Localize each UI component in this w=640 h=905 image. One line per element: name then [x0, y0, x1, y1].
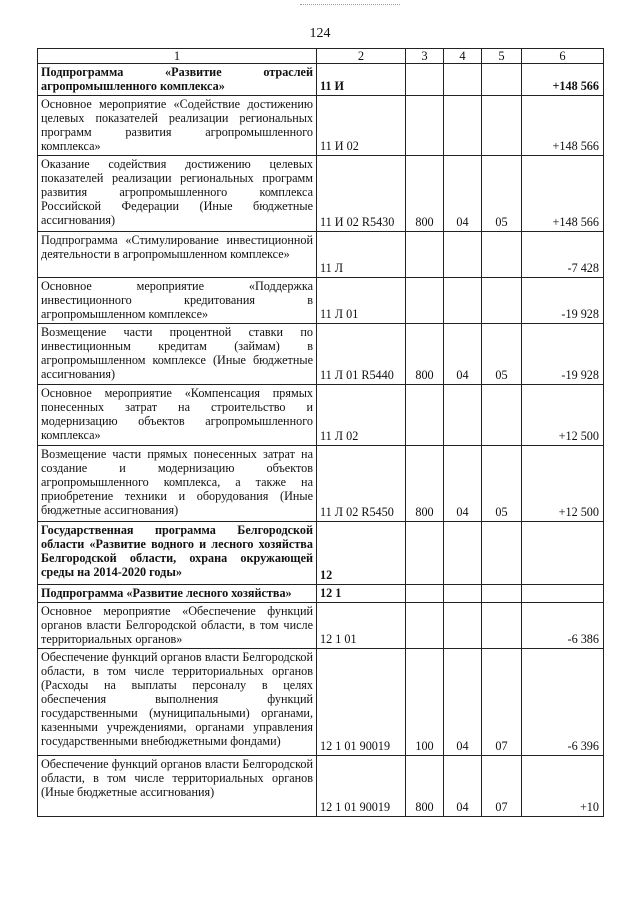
table-row	[38, 649, 604, 756]
row-subsection-cell: 05	[482, 324, 522, 385]
row-section-cell	[444, 278, 482, 324]
row-subsection-cell	[482, 603, 522, 649]
row-subsection-cell	[482, 585, 522, 603]
row-subsection-cell	[482, 522, 522, 585]
row-name-cell: Возмещение части процентной ставки по инвестиционным кредитам (займам) в агропромышленном комплексе (Иные бюджетные ассигнования)	[38, 324, 317, 385]
row-expense-type-cell: 800	[406, 756, 444, 817]
table-row	[38, 522, 604, 585]
row-subsection-cell	[482, 278, 522, 324]
row-section-cell	[444, 603, 482, 649]
table-row	[38, 96, 604, 156]
row-name-cell: Основное мероприятие «Компенсация прямых понесенных затрат на строительство и модернизацию объектов агропромышленного комплекса»	[38, 385, 317, 446]
row-name-cell: Государственная программа Белгородской области «Развитие водного и лесного хозяйства Белгородской области, охрана окружающей среды на 2014-2020 годы»	[38, 522, 317, 585]
row-code-cell: 11 И 02	[317, 96, 406, 156]
row-code-cell: 11 Л 02	[317, 385, 406, 446]
table-row	[38, 603, 604, 649]
page-number: 124	[309, 26, 331, 41]
row-expense-type-cell: 100	[406, 649, 444, 756]
row-expense-type-cell	[406, 585, 444, 603]
row-name-cell: Оказание содействия достижению целевых показателей реализации региональных программ развития агропромышленного комплекса Российской Федерации (Иные бюджетные ассигнования)	[38, 156, 317, 232]
row-amount-cell: -6 396	[522, 649, 604, 756]
budget-table	[37, 48, 604, 817]
row-subsection-cell: 05	[482, 446, 522, 522]
row-code-cell: 11 И	[317, 64, 406, 96]
row-expense-type-cell	[406, 385, 444, 446]
budget-table-body	[38, 49, 604, 817]
row-amount-cell	[522, 522, 604, 585]
row-amount-cell	[522, 585, 604, 603]
row-section-cell	[444, 385, 482, 446]
row-amount-cell: -19 928	[522, 278, 604, 324]
row-expense-type-cell	[406, 64, 444, 96]
row-section-cell	[444, 232, 482, 278]
row-code-cell: 12	[317, 522, 406, 585]
row-name-cell: Подпрограмма «Развитие лесного хозяйства»	[38, 585, 317, 603]
header-cell-sum: 6	[522, 49, 604, 64]
row-section-cell	[444, 96, 482, 156]
row-name-cell: Обеспечение функций органов власти Белгородской области, в том числе территориальных органов (Расходы на выплаты персоналу в целях обеспечения выполнения функций государственными (муниципальными) органами, казенными учреждениями, органами управления государственными внебюджетными фондами)	[38, 649, 317, 756]
table-header-row	[38, 49, 604, 64]
row-subsection-cell: 05	[482, 156, 522, 232]
table-row	[38, 278, 604, 324]
row-expense-type-cell	[406, 603, 444, 649]
row-expense-type-cell: 800	[406, 156, 444, 232]
table-row	[38, 324, 604, 385]
row-section-cell	[444, 522, 482, 585]
row-expense-type-cell: 800	[406, 446, 444, 522]
row-code-cell: 11 Л	[317, 232, 406, 278]
header-cell-rz: 4	[444, 49, 482, 64]
header-cell-name: 1	[38, 49, 317, 64]
row-name-cell: Подпрограмма «Развитие отраслей агропромышленного комплекса»	[38, 64, 317, 96]
row-expense-type-cell	[406, 278, 444, 324]
row-subsection-cell	[482, 385, 522, 446]
table-row	[38, 446, 604, 522]
header-cell-vr: 3	[406, 49, 444, 64]
row-amount-cell: +12 500	[522, 385, 604, 446]
row-code-cell: 12 1 01 90019	[317, 756, 406, 817]
header-cell-code: 2	[317, 49, 406, 64]
row-amount-cell: -7 428	[522, 232, 604, 278]
row-name-cell: Подпрограмма «Стимулирование инвестиционной деятельности в агропромышленном комплексе»	[38, 232, 317, 278]
row-code-cell: 12 1 01 90019	[317, 649, 406, 756]
row-code-cell: 11 Л 01	[317, 278, 406, 324]
row-section-cell: 04	[444, 324, 482, 385]
row-amount-cell: +148 566	[522, 156, 604, 232]
table-row	[38, 232, 604, 278]
row-name-cell: Основное мероприятие «Содействие достижению целевых показателей реализации региональных программ развития агропромышленного комплекса»	[38, 96, 317, 156]
row-section-cell	[444, 64, 482, 96]
table-row	[38, 64, 604, 96]
row-subsection-cell	[482, 232, 522, 278]
row-section-cell: 04	[444, 649, 482, 756]
row-section-cell	[444, 585, 482, 603]
table-row	[38, 156, 604, 232]
row-name-cell: Основное мероприятие «Поддержка инвестиционного кредитования в агропромышленном комплексе»	[38, 278, 317, 324]
row-code-cell: 12 1 01	[317, 603, 406, 649]
header-cell-pr: 5	[482, 49, 522, 64]
row-expense-type-cell	[406, 232, 444, 278]
row-amount-cell: +10	[522, 756, 604, 817]
row-amount-cell: +148 566	[522, 64, 604, 96]
row-amount-cell: -19 928	[522, 324, 604, 385]
row-section-cell: 04	[444, 756, 482, 817]
row-subsection-cell: 07	[482, 649, 522, 756]
row-name-cell: Возмещение части прямых понесенных затрат на создание и модернизацию объектов агропромышленного комплекса, а также на приобретение техники и оборудования (Иные бюджетные ассигнования)	[38, 446, 317, 522]
row-name-cell: Обеспечение функций органов власти Белгородской области, в том числе территориальных органов (Иные бюджетные ассигнования)	[38, 756, 317, 817]
table-row	[38, 756, 604, 817]
row-subsection-cell	[482, 96, 522, 156]
row-code-cell: 11 Л 02 R5450	[317, 446, 406, 522]
row-amount-cell: -6 386	[522, 603, 604, 649]
row-amount-cell: +148 566	[522, 96, 604, 156]
row-section-cell: 04	[444, 156, 482, 232]
scan-header-mark	[300, 4, 400, 7]
row-expense-type-cell	[406, 522, 444, 585]
row-section-cell: 04	[444, 446, 482, 522]
row-code-cell: 11 И 02 R5430	[317, 156, 406, 232]
row-code-cell: 11 Л 01 R5440	[317, 324, 406, 385]
row-code-cell: 12 1	[317, 585, 406, 603]
row-amount-cell: +12 500	[522, 446, 604, 522]
row-name-cell: Основное мероприятие «Обеспечение функций органов власти Белгородской области, в том числе территориальных органов»	[38, 603, 317, 649]
row-expense-type-cell	[406, 96, 444, 156]
row-subsection-cell	[482, 64, 522, 96]
row-expense-type-cell: 800	[406, 324, 444, 385]
table-row	[38, 385, 604, 446]
row-subsection-cell: 07	[482, 756, 522, 817]
table-row	[38, 585, 604, 603]
